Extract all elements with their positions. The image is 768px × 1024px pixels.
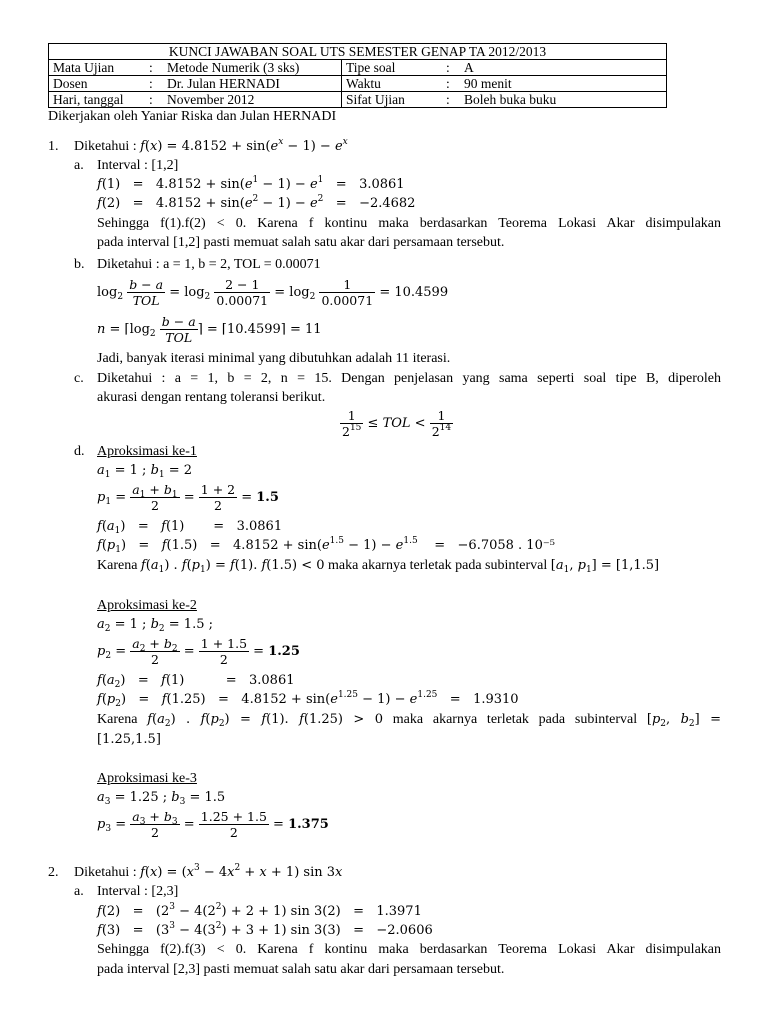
aprox1-fa: $f(a_1) = f(1)$ = 3.0861 [97,519,283,536]
exam-header-table [48,43,667,108]
aprox1-fp: $f(p_1) = f(1.5) = 4.8152 + \sin(e^{1.5} - 1) - e^{1.5}$ = −6.7058 . 10⁻⁵ [97,536,555,555]
header-key: Sifat Ujian [342,92,443,108]
header-title: KUNCI JAWABAN SOAL UTS SEMESTER GENAP TA 2012/2013 [49,44,667,60]
q2a-f3-eq: $f(3) = (3^3 - 4(3^2) + 3 + 1)$ sin 3(3) = −2.0606 [97,921,433,938]
header-value: Metode Numerik (3 sks) [163,60,342,76]
q1a-text-2: pada interval [1,2] pasti memuat salah satu akar dari persamaan tersebut. [97,235,505,250]
q2-given: Diketahui : $f(x) = (x^3 - 4x^2 + x + 1)$ sin 3x [74,863,343,880]
header-row: Hari, tanggal : November 2012 Sifat Ujian : Boleh buka buku [49,92,667,108]
q1a-f1-eq: $f(1) = 4.8152 + \sin(e^1 - 1) - e^1 = 3.0861$ [97,175,405,192]
aprox2-p: $p_2$ = $\frac{a_2 + b_2}{2}$ = $\frac{1 + 1.5}{2}$ = 1.25 [97,636,300,667]
q1b-conclusion: Jadi, banyak iterasi minimal yang dibutuhkan adalah 11 iterasi. [97,351,451,366]
aprox2-conclusion: Karena $f(a_2)$ . $f(p_2) = f(1)$. f(1.25) > 0 maka akarnya terletak pada subinterval [$p_2$, $b_2$] = [97,712,721,729]
q1a-f2-eq: $f(2) = 4.8152 + \sin(e^2 - 1) - e^2 = -2.4682$ [97,194,416,211]
q1c-label: c. [74,371,84,386]
q1-given: Diketahui : $f(x) = 4.8152 + \sin(e^x - 1) - e^x$ [74,137,348,154]
aprox3-title: Aproksimasi ke-3 [97,771,197,786]
header-key: Hari, tanggal [49,92,146,108]
header-row: Dosen : Dr. Julan HERNADI Waktu : 90 menit [49,76,667,92]
aprox2-ab: $a_2 = 1$ ; $b_2 = 1.5$ ; [97,617,213,634]
q2a-text-1: Sehingga f(2).f(3) < 0. Karena f kontinu maka berdasarkan Teorema Lokasi Akar disimpulakan [97,942,721,957]
header-key: Waktu [342,76,443,92]
q1b-label: b. [74,257,85,272]
aprox3-ab: $a_3 = 1.25$ ; $b_3 = 1.5$ [97,790,226,807]
header-row: Mata Ujian : Metode Numerik (3 sks) Tipe soal : A [49,60,667,76]
header-value: 90 menit [460,76,667,92]
header-value: A [460,60,667,76]
aprox2-title: Aproksimasi ke-2 [97,598,197,613]
aprox1-title: Aproksimasi ke-1 [97,444,197,459]
aprox2-fp: $f(p_2) = f(1.25) = 4.8152 + \sin(e^{1.25} - 1) - e^{1.25} = 1.9310$ [97,690,519,709]
q1a-label: a. [74,158,84,173]
header-value: November 2012 [163,92,342,108]
aprox2-interval: [1.25,1.5] [97,732,161,747]
aprox1-ab: $a_1 = 1$ ; $b_1 = 2$ [97,463,193,480]
aprox1-p: $p_1$ = $\frac{a_1 + b_1}{2}$ = $\frac{1 + 2}{2}$ = 1.5 [97,482,279,513]
q1d-label: d. [74,444,85,459]
q2-number: 2. [48,865,59,880]
q1a-text-1: Sehingga f(1).f(2) < 0. Karena f kontinu maka berdasarkan Teorema Lokasi Akar disimpulakan [97,216,721,231]
header-key: Mata Ujian [49,60,146,76]
aprox3-p: $p_3$ = $\frac{a_3 + b_3}{2}$ = $\frac{1.25 + 1.5}{2}$ = 1.375 [97,809,329,840]
aprox2-fa: $f(a_2) = f(1)$ = 3.0861 [97,673,295,690]
q1-number: 1. [48,139,59,154]
q1c-tolerance-range: $\frac{1}{2^{15}}$ ≤ TOL < $\frac{1}{2^{14}}$ [342,408,452,439]
q1b-given: Diketahui : a = 1, b = 2, TOL = 0.00071 [97,257,321,272]
q1c-text-2: akurasi dengan rentang toleransi berikut. [97,390,326,405]
aprox1-conclusion: Karena $f(a_1)$ . $f(p_1) = f(1)$. f(1.5) < 0 maka akarnya terletak pada subinterval [$a_1$, $p_1] = [1,1.5]$ [97,558,660,575]
author-line: Dikerjakan oleh Yaniar Riska dan Julan HERNADI [48,109,337,124]
q2a-f2-eq: $f(2) = (2^3 - 4(2^2) + 2 + 1)$ sin 3(2) = 1.3971 [97,902,422,919]
q1b-log-eq: $\log_2$ $\frac{b - a}{\text{TOL}}$ = $\log_2$ $\frac{2 - 1}{0.00071}$ = $\log_2$ $\frac{1}{0.00071}$ = 10.4599 [97,277,449,308]
header-key: Tipe soal [342,60,443,76]
header-key: Dosen [49,76,146,92]
q2a-label: a. [74,884,84,899]
header-value: Boleh buka buku [460,92,667,108]
q2a-text-2: pada interval [2,3] pasti memuat salah satu akar dari persamaan tersebut. [97,962,505,977]
q1a-interval: Interval : [1,2] [97,158,179,173]
q1c-text-1: Diketahui : a = 1, b = 2, n = 15. Dengan penjelasan yang sama seperti soal tipe B, diperoleh [97,371,721,386]
q1b-n-eq: $n = ⌈\log_2$ $\frac{b - a}{\text{TOL}}$ ⌉ = ⌈10.4599⌉ = 11 [97,314,322,345]
q2a-interval: Interval : [2,3] [97,884,179,899]
header-value: Dr. Julan HERNADI [163,76,342,92]
